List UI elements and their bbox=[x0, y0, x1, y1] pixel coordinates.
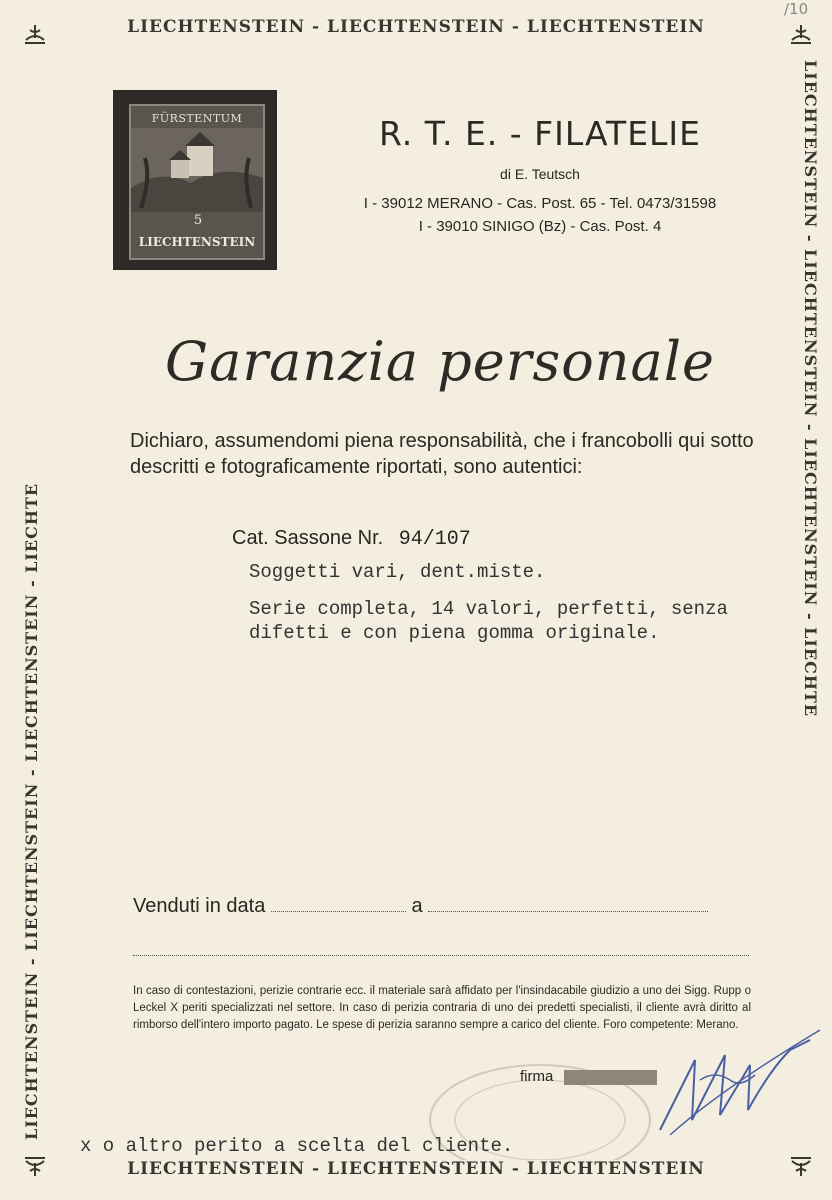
crown-ornament-icon bbox=[788, 22, 814, 48]
crown-ornament-icon bbox=[22, 22, 48, 48]
border-top-text: LIECHTENSTEIN - LIECHTENSTEIN - LIECHTENSTEIN bbox=[127, 17, 705, 37]
catalog-reference bbox=[232, 527, 471, 551]
sale-label: Venduti in data bbox=[133, 895, 266, 917]
handwritten-signature bbox=[600, 1010, 830, 1150]
declaration-text: Dichiaro, assumendomi piena responsabilità, che i francobolli qui sotto descritti e fotograficamente riportati, sono autentici: bbox=[130, 430, 754, 478]
stamp-image bbox=[129, 104, 265, 260]
sale-date-field bbox=[271, 911, 406, 912]
catalog-value: 94/107 bbox=[398, 528, 471, 551]
footnote-text: x o altro perito a scelta del cliente. bbox=[80, 1135, 514, 1157]
stamp-bottom-text: LIECHTENSTEIN bbox=[138, 235, 256, 249]
corner-note: /10 bbox=[784, 0, 809, 18]
document-title: Garanzia personale bbox=[165, 330, 715, 393]
blank-dotted-line bbox=[133, 955, 749, 956]
firma-struck-text: dell'esperto bbox=[563, 1070, 658, 1085]
firma-label: firma bbox=[520, 1068, 554, 1085]
border-bottom-text: LIECHTENSTEIN - LIECHTENSTEIN - LIECHTENSTEIN bbox=[127, 1159, 705, 1179]
sale-place-field bbox=[428, 911, 708, 912]
catalog-label: Cat. Sassone Nr. bbox=[232, 527, 384, 549]
crown-ornament-icon bbox=[22, 1153, 48, 1179]
border-left-text: LIECHTENSTEIN - LIECHTENSTEIN - LIECHTENSTEIN - LIECHTE bbox=[22, 482, 41, 1140]
border-right-text: LIECHTENSTEIN - LIECHTENSTEIN - LIECHTENSTEIN - LIECHTE bbox=[801, 60, 820, 718]
sale-connector: a bbox=[411, 895, 423, 917]
disclaimer-text: In caso di contestazioni, perizie contrarie ecc. il materiale sarà affidato per l'insindacabile giudizio a uno dei Sigg. Rupp o Leckel X periti specializzati nel settore. In caso di perizia contraria di uno dei predetti specialisti, il cliente avrà diritto al rimborso dell'intero importo pagato. Le spese di perizia saranno sempre a carico del cliente. Foro competente: Merano. bbox=[133, 985, 751, 1031]
stamp-value: 5 bbox=[193, 213, 203, 228]
typed-description-1: Soggetti vari, dent.miste. bbox=[249, 561, 546, 583]
company-name: R. T. E. - FILATELIE bbox=[378, 114, 702, 153]
stamp-top-text: FÜRSTENTUM bbox=[151, 112, 243, 125]
owner-name: di E. Teutsch bbox=[500, 166, 580, 182]
sale-date-line bbox=[133, 895, 708, 918]
castle-scene-icon bbox=[131, 128, 263, 212]
typed-description-2: Serie completa, 14 valori, perfetti, senza difetti e con piena gomma originale. bbox=[249, 598, 728, 644]
address-line-2: I - 39010 SINIGO (Bz) - Cas. Post. 4 bbox=[418, 218, 662, 235]
address-line-1: I - 39012 MERANO - Cas. Post. 65 - Tel. 0473/31598 bbox=[363, 195, 717, 212]
stamp-photo bbox=[113, 90, 277, 270]
crown-ornament-icon bbox=[788, 1153, 814, 1179]
